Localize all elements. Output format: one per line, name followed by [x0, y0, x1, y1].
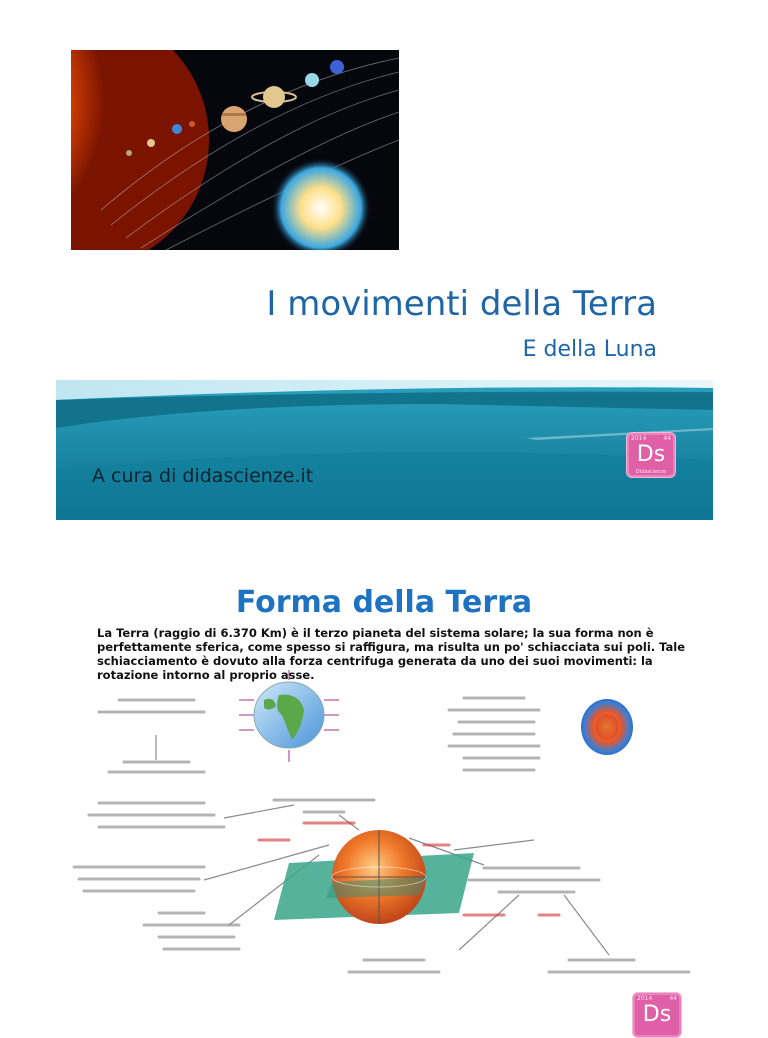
section-title: Forma della Terra	[235, 585, 533, 620]
slide-title: I movimenti della Terra	[266, 284, 657, 324]
badge-label: Ds	[642, 1002, 672, 1027]
badge-year: 2014	[637, 995, 653, 1002]
title-banner	[56, 380, 713, 520]
badge-year: 2014	[631, 435, 647, 442]
credit-text: A cura di didascienze.it	[92, 465, 314, 487]
earth-shape-concept-map	[64, 670, 704, 980]
ds-logo-badge	[626, 432, 676, 478]
slide-subtitle: E della Luna	[522, 337, 657, 362]
solar-system-image	[71, 50, 399, 250]
badge-subtitle: Didascienze	[635, 469, 667, 475]
ds-logo-badge	[632, 992, 682, 1038]
section-body-text: La Terra (raggio di 6.370 Km) è il terzo pianeta del sistema solare; la sua forma non è perfettamente sferica, come spesso si raffigura, ma risulta un po' schiacciata sui poli. Tale schiacciamento è dovuto alla forza centrifuga generata da uno dei suoi movimenti: la rotazione intorno al proprio asse.	[97, 626, 685, 682]
badge-number: 44	[669, 995, 677, 1002]
badge-number: 44	[663, 435, 671, 442]
badge-label: Ds	[636, 442, 666, 467]
